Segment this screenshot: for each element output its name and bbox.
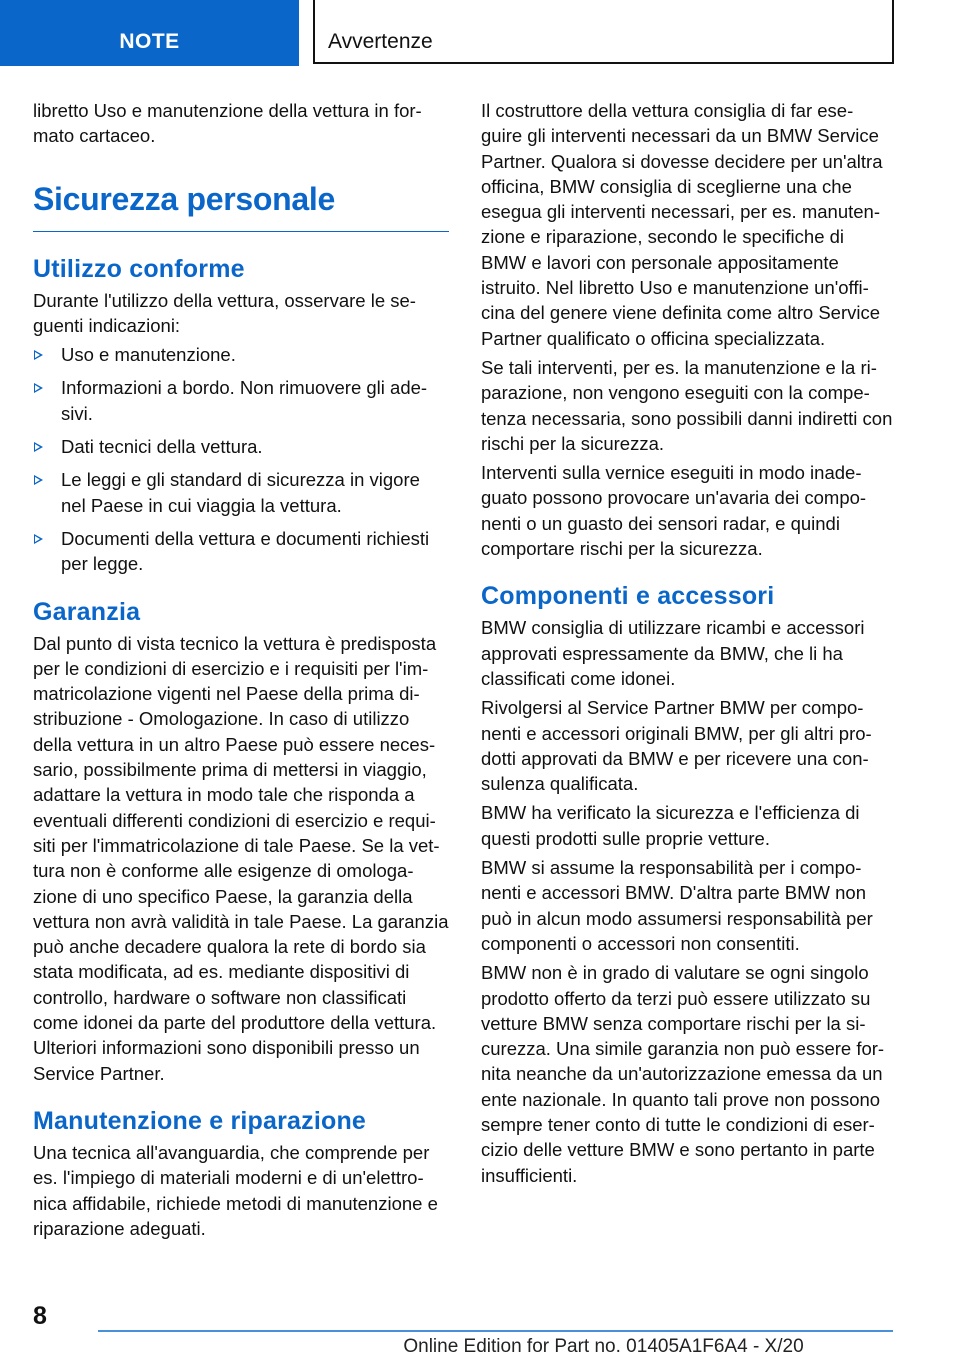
heading-personal-safety: Sicurezza personale xyxy=(33,177,449,232)
service-partner-paragraph: Il costruttore della vettura consiglia di far ese-guire gli interventi necessari da un BMW Service Partner. Qualora si dovesse decidere per un'altra officina, BMW consiglia di sceglierne una che esegua gli interventi necessari, per es. manuten-zione e riparazione, secondo le specifiche di BMW e lavori con personale appositamente istruito. Nel libretto Uso e manutenzione un'offi-cina del genere viene definita come altro Service Partner qualificato o officina specializzata. xyxy=(481,100,883,349)
bullet-triangle-icon xyxy=(34,534,43,544)
components-paragraph-1: BMW consiglia di utilizzare ricambi e accessori approvati espressamente da BMW, che li ha classificati come idonei. xyxy=(481,617,865,689)
list-item: Informazioni a bordo. Non rimuovere gli ade-sivi. xyxy=(33,375,449,426)
components-paragraph-2: Rivolgersi al Service Partner BMW per compo-nenti e accessori originali BMW, per gli altri pro-dotti approvati da BMW e per ricevere una con-sulenza qualificata. xyxy=(481,697,872,795)
right-column xyxy=(481,98,893,1192)
warranty-paragraph: Dal punto di vista tecnico la vettura è predisposta per le condizioni di esercizio e i requisiti per l'im-matricolazione vigenti nel Paese della prima di-stribuzione - Omologazione. In caso di utilizzo della vettura in un altro Paese può essere neces-sario, possibilmente prima di mettersi in viaggio, adattare la vettura in modo tale che risponda a eventuali differenti condizioni di esercizio e requi-siti per l'immatricolazione di tale Paese. Se la vet-tura non è conforme alle esigenze di omologa-zione di uno specifico Paese, la garanzia della vettura non avrà validità in tale Paese. La garanzia può anche decadere qualora la rete di bordo sia stata modificata, ad es. mediante dispositivi di controllo, hardware o software non classificati come idonei da parte del produttore della vettura. Ulteriori informazioni sono disponibili presso un Service Partner. xyxy=(33,632,449,1084)
bullet-triangle-icon xyxy=(34,383,43,393)
indirect-damage-paragraph: Se tali interventi, per es. la manutenzione e la ri-parazione, non vengono eseguiti con la compe-tenza necessaria, sono possibili danni indiretti con rischi per la sicurezza. xyxy=(481,356,893,454)
instructions-list xyxy=(33,342,449,576)
bullet-triangle-icon xyxy=(34,442,43,452)
bullet-triangle-icon xyxy=(34,475,43,485)
footer-edition: Online Edition for Part no. 01405A1F6A4 - X/20 xyxy=(403,1336,804,1357)
bullet-triangle-icon xyxy=(34,350,43,360)
proper-use-paragraph: Durante l'utilizzo della vettura, osservare le se-guenti indicazioni: xyxy=(33,289,416,336)
components-paragraph-4: BMW si assume la responsabilità per i compo-nenti e accessori BMW. D'altra parte BMW non può in alcun modo assumersi responsabilità per componenti o accessori non consentiti. xyxy=(481,857,873,954)
section-title: Avvertenze xyxy=(313,0,894,64)
components-paragraph-3: BMW ha verificato la sicurezza e l'efficienza di questi prodotti sulle proprie vetture. xyxy=(481,802,860,849)
list-item: Documenti della vettura e documenti richiesti per legge. xyxy=(33,526,449,577)
heading-proper-use: Utilizzo conforme xyxy=(33,254,245,283)
components-paragraph-5: BMW non è in grado di valutare se ogni singolo prodotto offerto da terzi può essere utilizzato su vetture BMW senza comportare rischi per la si-curezza. Una simile garanzia non può essere for-nita neanche da un'autorizzazione emessa da un ente nazionale. In quanto tali prove non possono sempre tener conto di tutte le condizioni di eser-cizio delle vetture BMW e sono pertanto in parte insufficienti. xyxy=(481,962,885,1186)
heading-components: Componenti e accessori xyxy=(481,582,775,611)
list-item: Dati tecnici della vettura. xyxy=(33,434,449,459)
list-item: Le leggi e gli standard di sicurezza in vigore nel Paese in cui viaggia la vettura. xyxy=(33,467,449,518)
section-tab-note: NOTE xyxy=(0,0,299,66)
maintenance-paragraph: Una tecnica all'avanguardia, che comprende per es. l'impiego di materiali moderni e di un'elettro-nica affidabile, richiede metodi di manutenzione e riparazione adeguati. xyxy=(33,1141,438,1239)
left-column xyxy=(33,98,449,1245)
heading-maintenance: Manutenzione e riparazione xyxy=(33,1106,367,1135)
intro-paragraph: libretto Uso e manutenzione della vettura in for-mato cartaceo. xyxy=(33,100,422,147)
footer-divider xyxy=(98,1330,893,1332)
list-item: Uso e manutenzione. xyxy=(33,342,449,367)
page-number: 8 xyxy=(33,1302,47,1330)
heading-warranty: Garanzia xyxy=(33,597,141,626)
paint-work-paragraph: Interventi sulla vernice eseguiti in modo inade-guato possono provocare un'avaria dei compo-nenti o un guasto dei sensori radar, e quindi comportare rischi per la sicurezza. xyxy=(481,462,867,560)
